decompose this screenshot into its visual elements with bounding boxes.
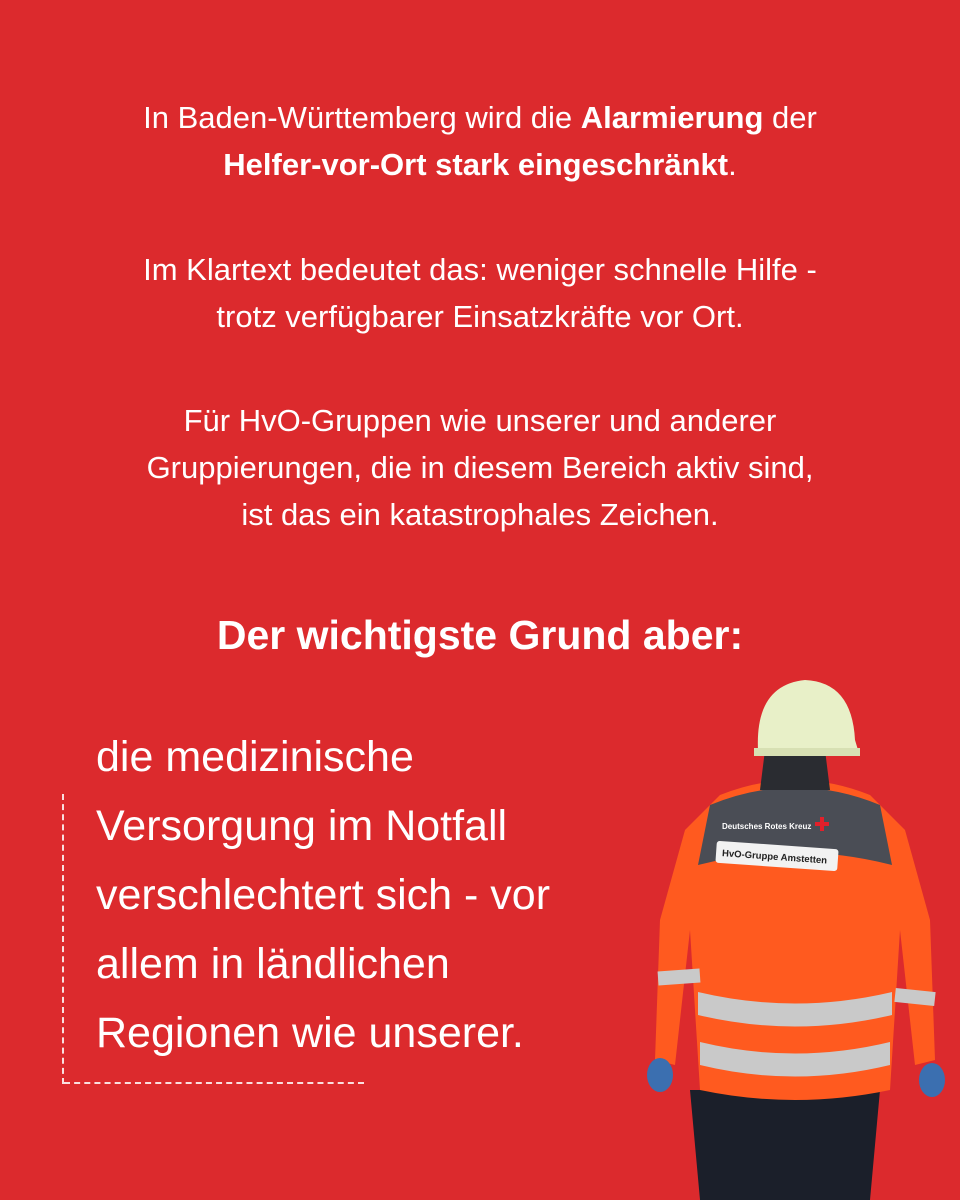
intro-bold-alarmierung: Alarmierung xyxy=(580,100,764,135)
main-statement xyxy=(96,723,656,1068)
intro-text-1: In Baden-Württemberg wird die xyxy=(143,100,581,135)
klartext-line-1: Im Klartext bedeutet das: weniger schnelle Hilfe - xyxy=(143,252,817,287)
rescuer-illustration xyxy=(630,670,960,1200)
statement-line-2: Versorgung im Notfall xyxy=(96,802,508,850)
dashed-border-vertical xyxy=(62,794,64,1084)
intro-bold-helfer: Helfer-vor-Ort stark eingeschränkt xyxy=(223,147,729,182)
sleeve-band-left xyxy=(658,969,701,986)
intro-paragraph xyxy=(0,94,960,188)
headline: Der wichtigste Grund aber: xyxy=(216,612,744,658)
hvo-line-3: ist das ein katastrophales Zeichen. xyxy=(241,497,719,532)
intro-text-3: . xyxy=(728,147,737,182)
helmet xyxy=(758,680,858,750)
hvo-paragraph xyxy=(0,397,960,538)
helmet-brim xyxy=(754,748,860,756)
pants xyxy=(690,1090,880,1200)
hvo-line-2: Gruppierungen, die in diesem Bereich aktiv sind, xyxy=(146,450,814,485)
name-tag-text: HvO-Gruppe Amstetten xyxy=(721,848,828,867)
statement-line-4: allem in ländlichen xyxy=(96,940,450,988)
klartext-paragraph xyxy=(0,246,960,340)
statement-line-5: Regionen wie unserer. xyxy=(96,1009,524,1057)
intro-text-2: der xyxy=(763,100,817,135)
glove-right xyxy=(919,1063,945,1097)
statement-line-1: die medizinische xyxy=(96,733,414,781)
rescuer-photo xyxy=(630,670,960,1200)
klartext-line-2: trotz verfügbarer Einsatzkräfte vor Ort. xyxy=(216,299,744,334)
dashed-border-horizontal xyxy=(64,1082,364,1084)
hvo-line-1: Für HvO-Gruppen wie unserer und anderer xyxy=(183,403,777,438)
statement-line-3: verschlechtert sich - vor xyxy=(96,871,551,919)
org-text: Deutsches Rotes Kreuz xyxy=(722,822,812,831)
glove-left xyxy=(647,1058,673,1092)
